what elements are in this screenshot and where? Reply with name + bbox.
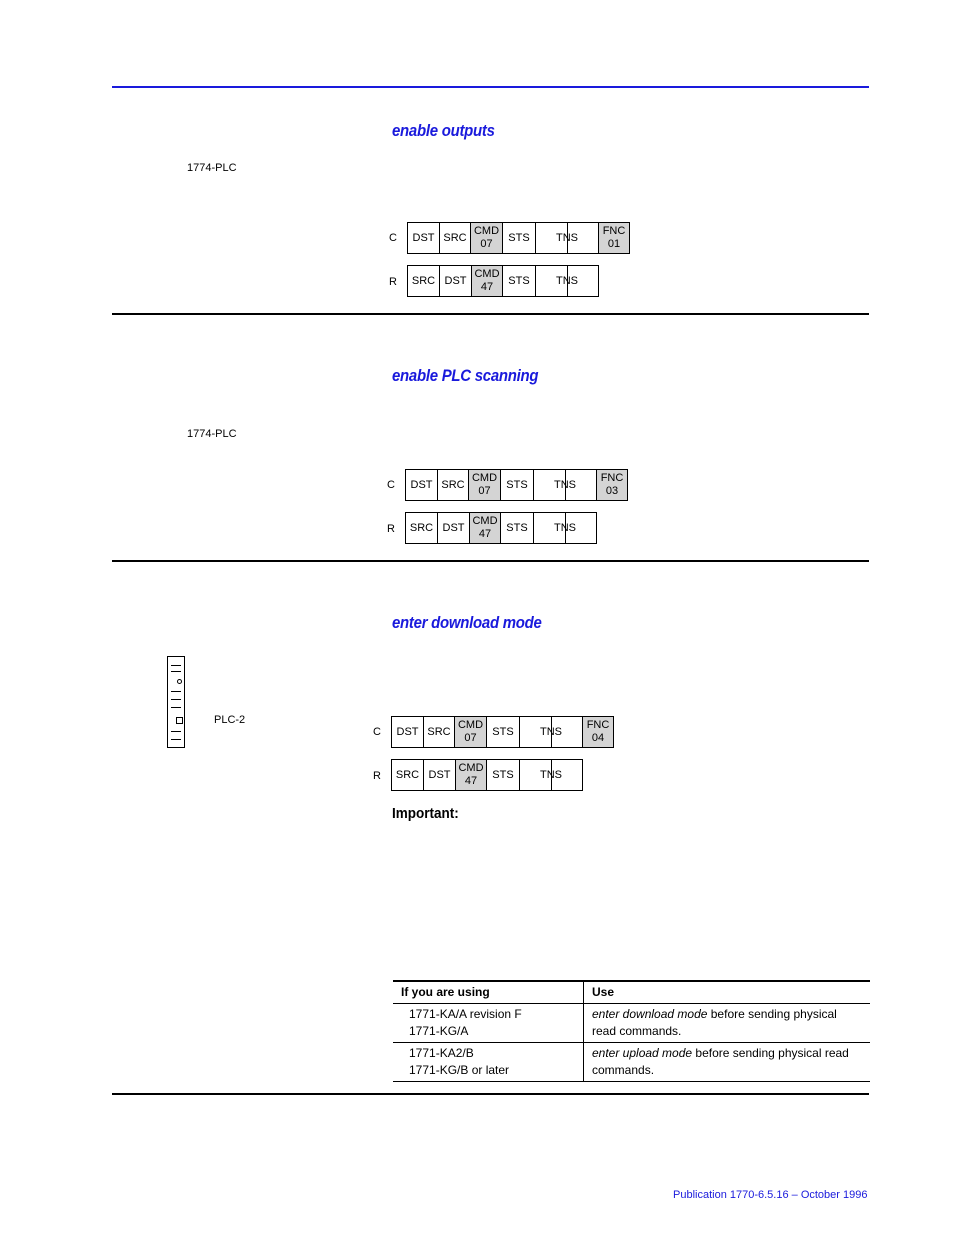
field-label: TNS	[540, 768, 562, 781]
command-row-label: C	[373, 726, 381, 738]
field-label: CMD	[457, 719, 484, 731]
field-label: TNS	[540, 725, 562, 738]
field-label: FNC	[586, 719, 610, 731]
fnc-field	[599, 223, 629, 253]
field-label: DST	[412, 231, 435, 244]
field-value: 04	[591, 732, 605, 744]
dst-field	[424, 760, 456, 790]
field-value: 47	[464, 775, 478, 787]
field-value: 07	[464, 732, 477, 744]
use-cell	[584, 1043, 871, 1082]
use-text: before sending physical read commands.	[592, 1046, 849, 1077]
device-label: 1774-PLC	[187, 162, 237, 174]
field-label: CMD	[474, 268, 500, 280]
src-field	[438, 470, 469, 500]
field-label: SRC	[411, 274, 436, 287]
field-label: STS	[492, 768, 514, 781]
top-rule	[112, 86, 869, 88]
field-label: DST	[428, 768, 451, 781]
sts-field	[501, 470, 534, 500]
table-row	[393, 1004, 870, 1043]
field-label: SRC	[443, 231, 467, 244]
use-cell	[584, 1004, 871, 1043]
table-row	[393, 1043, 870, 1082]
dst-field	[392, 717, 424, 747]
reply-packet	[405, 512, 597, 544]
module-mode-table	[393, 980, 870, 1082]
fnc-field	[597, 470, 627, 500]
field-label: STS	[508, 231, 530, 244]
field-value: 01	[607, 238, 621, 250]
field-label: STS	[506, 478, 528, 491]
cmd-field	[471, 223, 503, 253]
device-label: 1774-PLC	[187, 428, 237, 440]
using-cell	[393, 1004, 584, 1043]
section-heading-enable-outputs: enable outputs	[392, 121, 495, 140]
fnc-field	[583, 717, 613, 747]
using-cell	[393, 1043, 584, 1082]
field-label: DST	[410, 478, 433, 491]
field-value: 07	[480, 238, 493, 250]
header-if-using: If you are using	[393, 981, 584, 1004]
module-name: 1771-KG/A	[409, 1024, 469, 1038]
sts-field	[503, 223, 536, 253]
field-value: 07	[478, 485, 491, 497]
reply-row-label: R	[389, 276, 397, 288]
sts-field	[501, 513, 534, 543]
field-value: 47	[478, 528, 492, 540]
publication-footer: Publication 1770-6.5.16 – October 1996	[673, 1189, 868, 1201]
tns-field	[520, 717, 583, 747]
field-label: STS	[492, 725, 514, 738]
reply-row-label: R	[387, 523, 395, 535]
command-packet	[407, 222, 630, 254]
src-field	[406, 513, 438, 543]
src-field	[424, 717, 455, 747]
tns-field	[534, 513, 596, 543]
field-label: TNS	[556, 231, 578, 244]
section-heading-enter-download-mode: enter download mode	[392, 613, 542, 632]
field-value: 47	[480, 281, 494, 293]
plc-2-module-icon	[167, 656, 185, 748]
reply-packet	[407, 265, 599, 297]
reply-packet	[391, 759, 583, 791]
mode-name: enter upload mode	[592, 1046, 693, 1060]
field-label: CMD	[473, 225, 500, 237]
field-label: DST	[442, 521, 465, 534]
table-header-row	[393, 981, 870, 1004]
tns-field	[520, 760, 582, 790]
device-label: PLC-2	[214, 714, 246, 726]
field-label: SRC	[441, 478, 465, 491]
field-label: DST	[444, 274, 467, 287]
field-label: STS	[506, 521, 528, 534]
dst-field	[408, 223, 440, 253]
section-divider	[112, 560, 869, 562]
section-heading-enable-plc-scanning: enable PLC scanning	[392, 366, 539, 385]
field-label: TNS	[556, 274, 578, 287]
module-name: 1771-KA2/B	[409, 1046, 474, 1060]
cmd-field	[470, 513, 501, 543]
field-value: 03	[605, 485, 619, 497]
tns-field	[534, 470, 597, 500]
field-label: CMD	[458, 762, 484, 774]
field-label: CMD	[471, 472, 498, 484]
header-use: Use	[584, 981, 871, 1004]
mode-name: enter download mode	[592, 1007, 708, 1021]
field-label: TNS	[554, 521, 576, 534]
field-label: CMD	[472, 515, 498, 527]
cmd-field	[455, 717, 487, 747]
cmd-field	[469, 470, 501, 500]
field-label: STS	[508, 274, 530, 287]
src-field	[408, 266, 440, 296]
field-label: FNC	[600, 472, 624, 484]
command-packet	[391, 716, 614, 748]
use-text: before sending physical read commands.	[592, 1007, 837, 1038]
sts-field	[487, 760, 520, 790]
field-label: SRC	[427, 725, 451, 738]
section-divider	[112, 1093, 869, 1095]
module-name: 1771-KG/B or later	[409, 1063, 510, 1077]
cmd-field	[472, 266, 503, 296]
command-packet	[405, 469, 628, 501]
important-label: Important:	[392, 805, 459, 822]
dst-field	[440, 266, 472, 296]
field-label: DST	[396, 725, 419, 738]
module-name: 1771-KA/A revision F	[409, 1007, 522, 1021]
sts-field	[487, 717, 520, 747]
src-field	[440, 223, 471, 253]
command-row-label: C	[389, 232, 397, 244]
field-label: TNS	[554, 478, 576, 491]
dst-field	[438, 513, 470, 543]
field-label: SRC	[395, 768, 420, 781]
field-label: SRC	[409, 521, 434, 534]
tns-field	[536, 223, 599, 253]
section-divider	[112, 313, 869, 315]
tns-field	[536, 266, 598, 296]
src-field	[392, 760, 424, 790]
dst-field	[406, 470, 438, 500]
sts-field	[503, 266, 536, 296]
reply-row-label: R	[373, 770, 381, 782]
command-row-label: C	[387, 479, 395, 491]
field-label: FNC	[602, 225, 626, 237]
cmd-field	[456, 760, 487, 790]
